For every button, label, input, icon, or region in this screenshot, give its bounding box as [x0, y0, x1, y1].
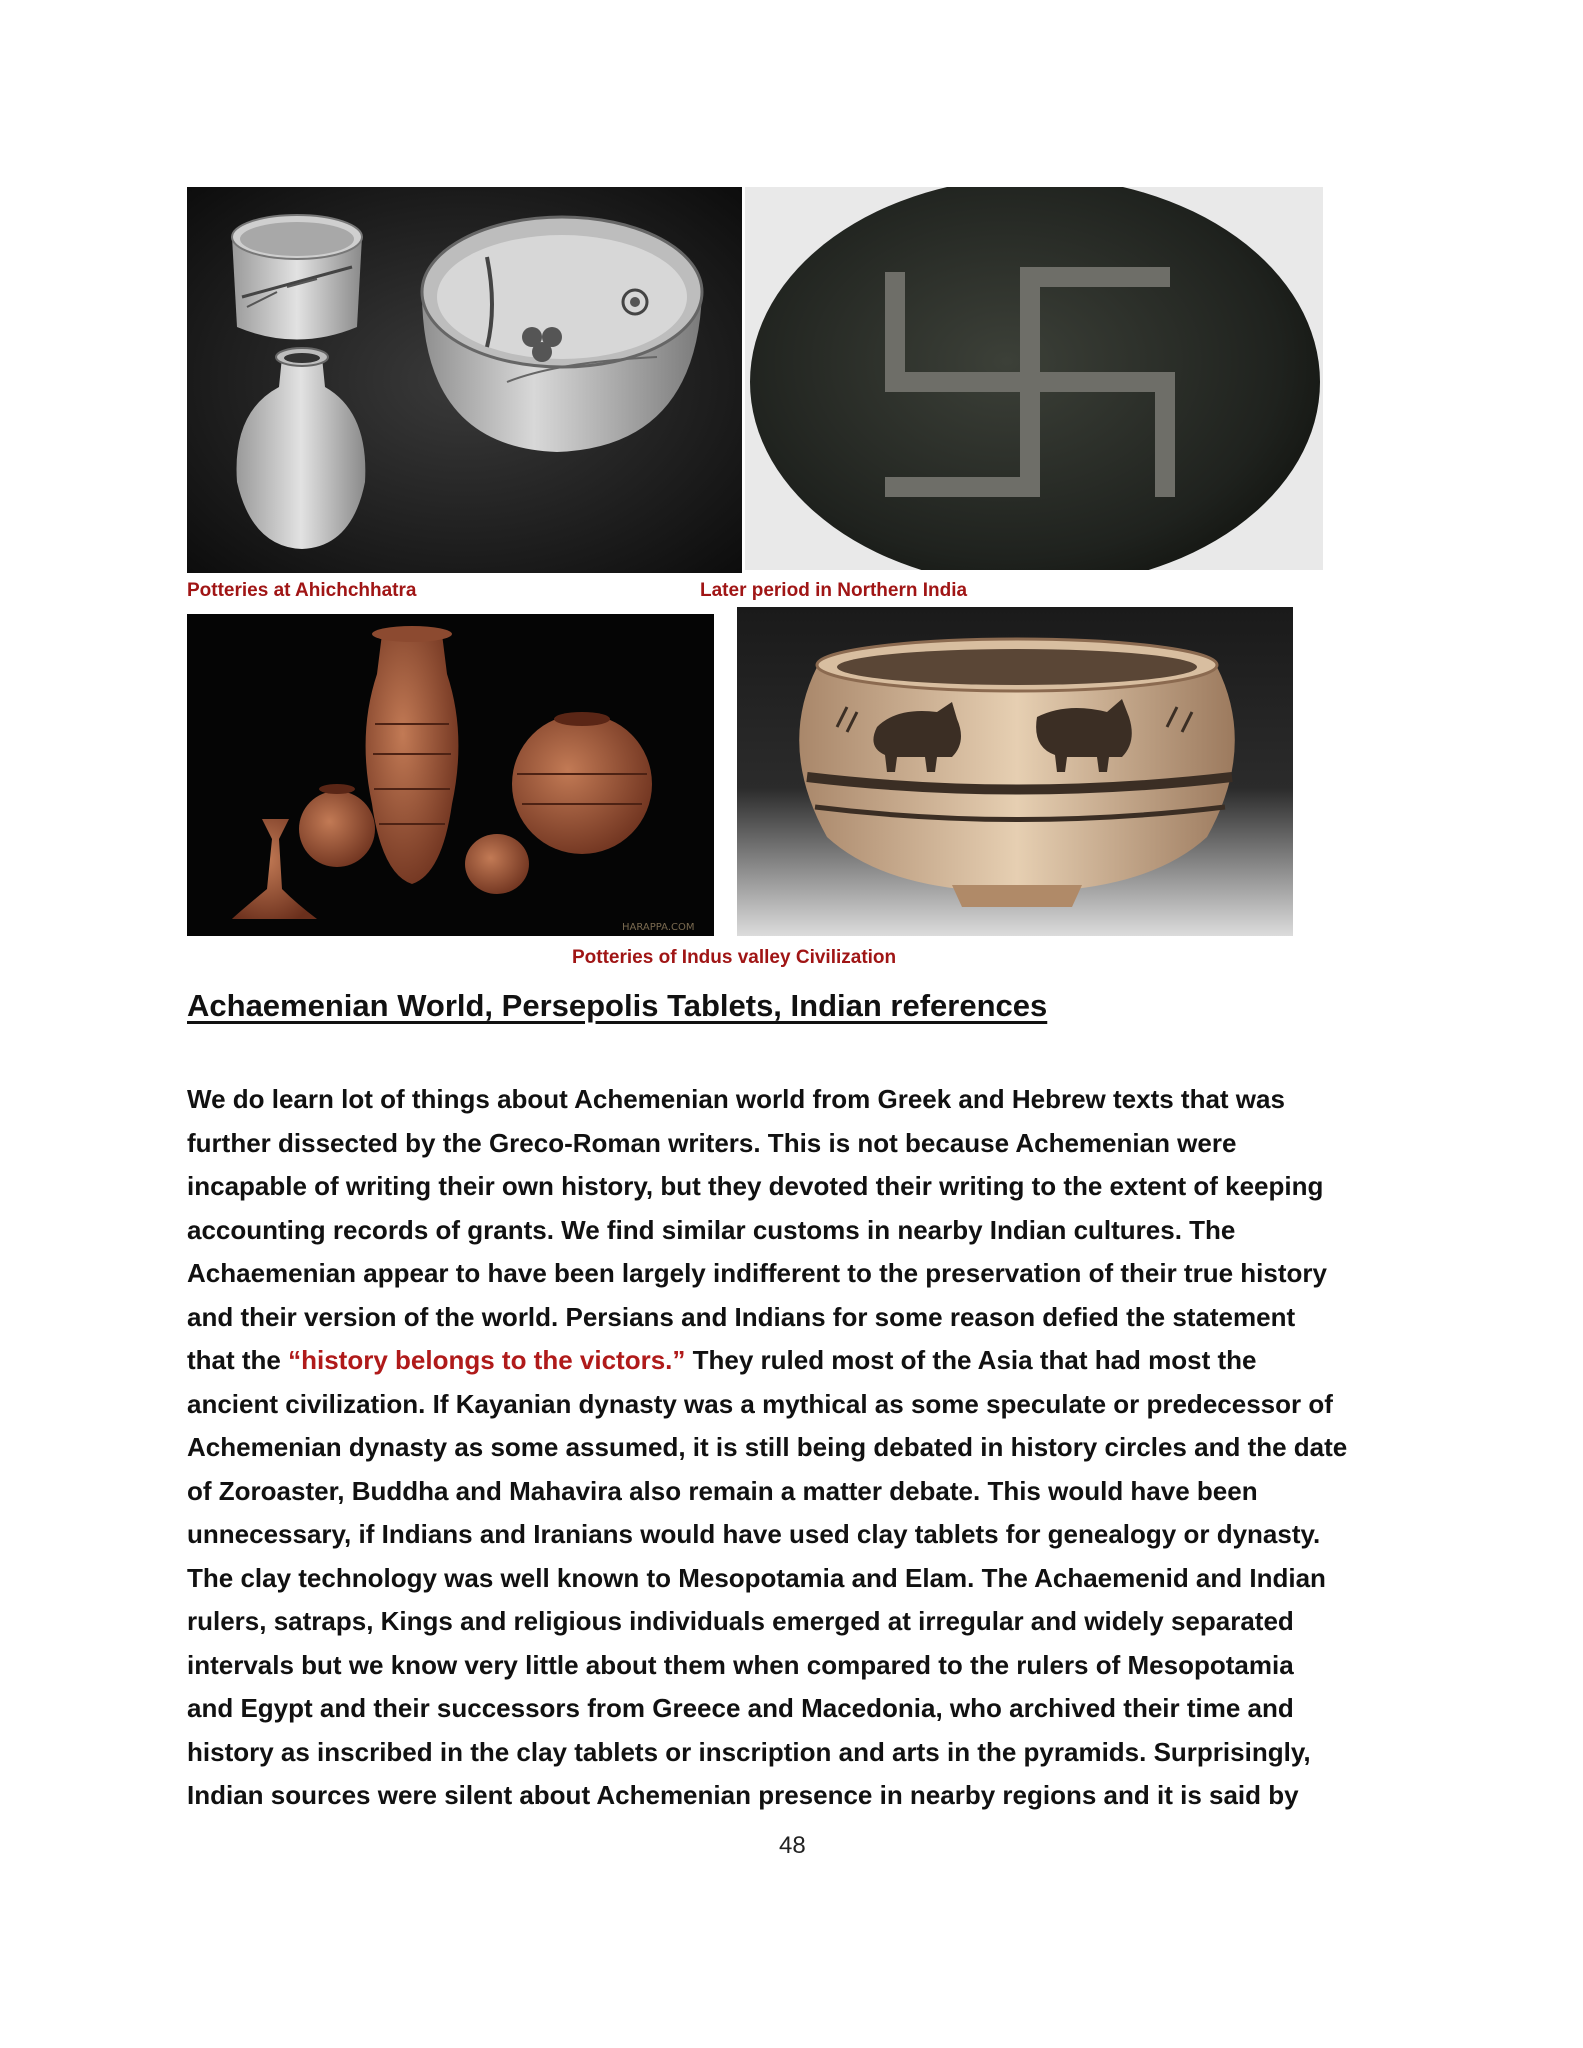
body-line: further dissected by the Greco-Roman writers. This is not because Achemenian were — [187, 1127, 1237, 1158]
indus-valley-caption: Potteries of Indus valley Civilization — [572, 947, 897, 968]
body-line: Achemenian dynasty as some assumed, it is still being debated in history circles and the date — [187, 1432, 1348, 1462]
body-line: The clay technology was well known to Mesopotamia and Elam. The Achaemenid and Indian — [187, 1562, 1326, 1593]
ahichchhatra-pottery-photo — [187, 187, 742, 573]
northern-india-caption: Later period in Northern India — [700, 580, 968, 601]
line-text: They ruled most of the Asia that had most the — [685, 1345, 1257, 1375]
body-line: We do learn lot of things about Achemenian world from Greek and Hebrew texts that was — [187, 1084, 1285, 1114]
body-line: and their version of the world. Persians and Indians for some reason defied the statement — [187, 1301, 1296, 1332]
northern-india-seal-photo — [745, 187, 1323, 570]
body-line: of Zoroaster, Buddha and Mahavira also remain a matter debate. This would have been — [187, 1475, 1258, 1506]
indus-valley-painted-pot-photo — [737, 607, 1293, 936]
line-text: that the — [187, 1345, 289, 1375]
ahichchhatra-caption: Potteries at Ahichchhatra — [187, 580, 417, 601]
body-line: Achaemenian appear to have been largely indifferent to the preservation of their true history — [187, 1258, 1327, 1288]
body-line: and Egypt and their successors from Greece and Macedonia, who archived their time and — [187, 1693, 1294, 1723]
victors-quote: “history belongs to the victors.” — [288, 1345, 686, 1375]
section-heading: Achaemenian World, Persepolis Tablets, Indian references — [187, 988, 1048, 1023]
body-line: ancient civilization. If Kayanian dynasty was a mythical as some speculate or predecessor of — [187, 1388, 1333, 1419]
indus-valley-pottery-group-photo — [187, 614, 714, 936]
body-line: Indian sources were silent about Achemenian presence in nearby regions and it is said by — [187, 1780, 1299, 1810]
body-line-with-quote — [187, 1339, 1407, 1383]
body-line: intervals but we know very little about them when compared to the rulers of Mesopotamia — [187, 1649, 1294, 1680]
body-line: accounting records of grants. We find similar customs in nearby Indian cultures. The — [187, 1214, 1236, 1245]
harappa-watermark: HARAPPA.COM — [622, 922, 695, 933]
section-body — [187, 1078, 1407, 1818]
body-line: incapable of writing their own history, but they devoted their writing to the extent of keeping — [187, 1171, 1324, 1201]
body-line: history as inscribed in the clay tablets or inscription and arts in the pyramids. Surprisingly, — [187, 1736, 1311, 1767]
body-line: unnecessary, if Indians and Iranians would have used clay tablets for genealogy or dynasty. — [187, 1519, 1321, 1549]
body-line: rulers, satraps, Kings and religious individuals emerged at irregular and widely separated — [187, 1606, 1294, 1636]
page-number: 48 — [779, 1832, 806, 1859]
